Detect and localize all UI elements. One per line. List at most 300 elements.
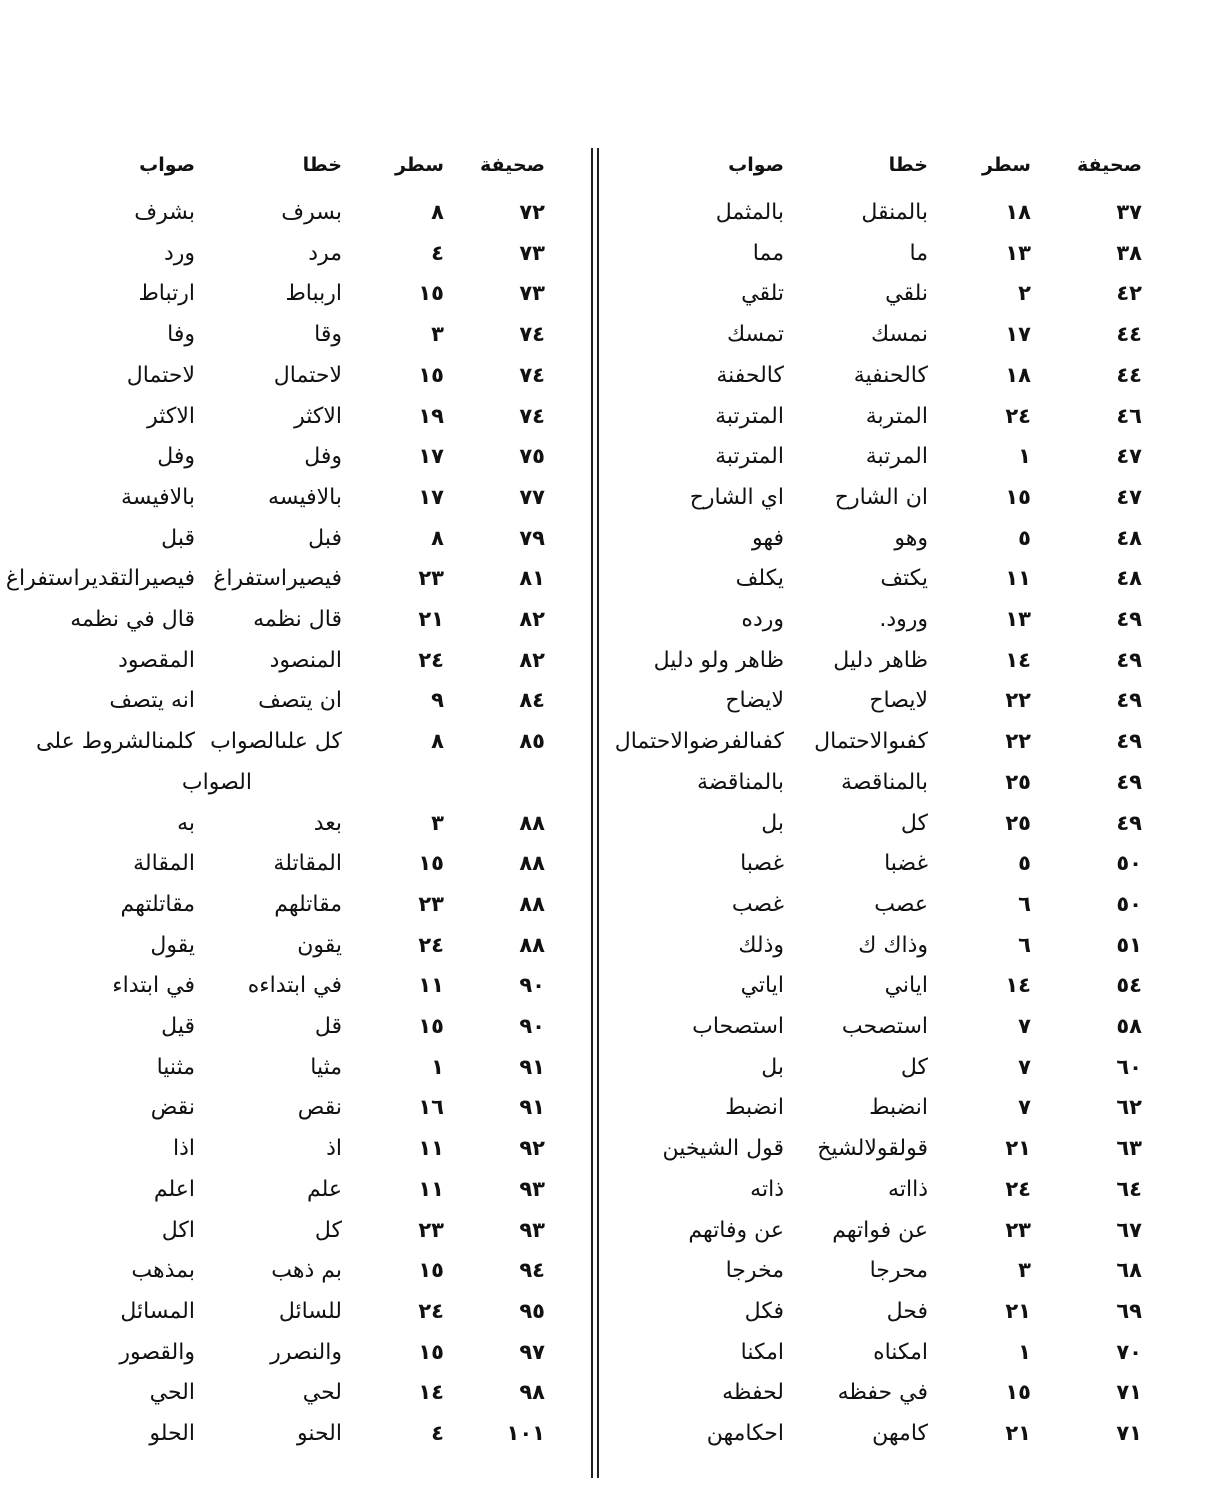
page-number: ٤٩	[1116, 607, 1142, 631]
table-row	[10, 359, 585, 399]
correction-text: والقصور	[119, 1339, 195, 1365]
error-text: قولقولالشيخ	[817, 1136, 928, 1162]
error-text: كل	[900, 810, 928, 836]
line-number: ٨	[431, 525, 444, 550]
table-row	[606, 1091, 1196, 1131]
table-row	[606, 725, 1196, 765]
error-text: انضبط	[869, 1095, 928, 1121]
line-number: ١١	[418, 973, 444, 998]
error-text: بم ذهب	[271, 1258, 342, 1284]
column-divider-line-1	[591, 148, 593, 1478]
line-number: ٢١	[1005, 1136, 1031, 1161]
error-text: غضبا	[884, 851, 928, 877]
page-number: ٩١	[519, 1054, 545, 1079]
line-number: ٢	[1018, 281, 1031, 306]
error-text: نقص	[297, 1095, 342, 1121]
page-number: ٩٣	[519, 1217, 545, 1242]
line-number: ٥	[1018, 851, 1031, 876]
table-row	[10, 277, 585, 317]
correction-text: احكامهن	[706, 1421, 784, 1446]
line-number: ٢٥	[1005, 769, 1031, 794]
table-row	[606, 969, 1196, 1009]
page-number: ٤٩	[1116, 729, 1142, 754]
error-text: لحي	[302, 1380, 342, 1406]
table-header	[606, 146, 1196, 186]
error-text: مرد	[308, 240, 342, 266]
line-number: ٧	[1018, 1095, 1031, 1120]
page-number: ٧٥	[519, 444, 545, 469]
correction-text: تمسك	[726, 322, 784, 348]
line-number: ٢٤	[418, 932, 444, 957]
error-text: ورود.	[879, 607, 928, 632]
error-text: ان الشارح	[834, 484, 928, 510]
line-number: ٢١	[418, 607, 444, 631]
right-errata-table	[606, 0, 1196, 1490]
table-row-continuation	[10, 766, 585, 806]
correction-text: اي الشارح	[689, 484, 784, 510]
page-number: ٥٨	[1116, 1014, 1142, 1038]
correction-text: المقالة	[133, 851, 195, 877]
line-number: ١٤	[1005, 973, 1031, 998]
error-text: والنصرر	[270, 1339, 342, 1365]
error-text: للسائل	[278, 1298, 342, 1324]
error-text: نلقي	[885, 281, 928, 307]
error-text: ما	[909, 240, 928, 266]
page-number: ٨٨	[519, 851, 545, 876]
table-row	[10, 969, 585, 1009]
table-row	[10, 237, 585, 277]
table-row	[10, 644, 585, 684]
error-text: اربباط	[285, 281, 342, 307]
table-row	[10, 847, 585, 887]
correction-text: مقاتلتهم	[120, 891, 195, 917]
page-number: ٨٢	[519, 647, 545, 672]
line-number: ٦	[1018, 932, 1031, 957]
correction-text: مثنيا	[156, 1054, 195, 1080]
page-number: ٣٧	[1116, 200, 1142, 224]
correction-text: يقول	[150, 932, 195, 958]
correction-text: فيصيرالتقديراستفراغ	[5, 566, 195, 592]
page-number: ٤٩	[1116, 769, 1142, 794]
correction-text: مخرجا	[725, 1258, 784, 1284]
table-row	[606, 1214, 1196, 1254]
correction-text: الحي	[149, 1380, 195, 1406]
error-text: المنصود	[269, 647, 342, 673]
page-number: ٦٩	[1116, 1298, 1142, 1323]
line-number: ٢٤	[418, 1298, 444, 1323]
table-row	[606, 196, 1196, 236]
line-number: ١٩	[418, 403, 444, 428]
page-number: ٨٨	[519, 891, 545, 916]
page-number: ٩٧	[519, 1339, 545, 1364]
line-number: ١٣	[1005, 240, 1031, 265]
table-row	[606, 400, 1196, 440]
correction-text: ورده	[741, 607, 784, 632]
table-header	[10, 146, 585, 186]
error-text: يقون	[297, 932, 342, 958]
line-number: ١٥	[418, 851, 444, 876]
error-text: الحنو	[296, 1421, 342, 1446]
error-text: امكناه	[873, 1339, 928, 1365]
page-number: ٥٠	[1116, 891, 1142, 916]
header-page: صحيفة	[1076, 154, 1142, 176]
error-text: في ابتداءه	[247, 973, 342, 999]
line-number: ١	[431, 1054, 444, 1079]
page-number: ٧٤	[519, 403, 545, 428]
line-number: ١	[1018, 1339, 1031, 1364]
line-number: ٨	[431, 729, 444, 754]
line-number: ٤	[431, 240, 444, 265]
correction-text: لايضاح	[725, 688, 784, 714]
line-number: ١٤	[1005, 647, 1031, 672]
correction-text: قول الشيخين	[662, 1136, 784, 1162]
table-row	[606, 1376, 1196, 1416]
error-text: اذ	[326, 1136, 342, 1162]
page-number: ٧٢	[519, 200, 545, 224]
error-text: وفل	[304, 444, 342, 470]
page-number: ٦٨	[1116, 1258, 1142, 1283]
line-number: ٢٤	[1005, 403, 1031, 428]
table-row	[606, 644, 1196, 684]
line-number: ١٣	[1005, 607, 1031, 631]
correction-text: به	[177, 810, 195, 836]
table-row	[606, 929, 1196, 969]
correction-text: المترتبة	[715, 444, 784, 470]
line-number: ٢٤	[1005, 1176, 1031, 1201]
error-text: بالمنقل	[861, 200, 928, 225]
line-number: ١٥	[418, 281, 444, 306]
correction-text: الاكثر	[147, 403, 195, 429]
error-text: المقاتلة	[273, 851, 342, 877]
table-row	[606, 318, 1196, 358]
line-number: ١٥	[418, 362, 444, 387]
page-number: ٣٨	[1116, 240, 1142, 265]
error-text: وذاك ك	[858, 932, 928, 958]
correction-text: نقض	[150, 1095, 195, 1121]
correction-text: الحلو	[149, 1421, 195, 1446]
table-row	[10, 522, 585, 562]
table-row	[10, 807, 585, 847]
error-text: يكتف	[880, 566, 928, 592]
line-number: ١٧	[1005, 322, 1031, 347]
correction-text: عن وفاتهم	[688, 1217, 784, 1243]
line-number: ٦	[1018, 891, 1031, 916]
table-row	[10, 1254, 585, 1294]
page-number: ٤٨	[1116, 566, 1142, 591]
correction-text: مما	[752, 240, 784, 266]
header-line: سطر	[394, 154, 444, 176]
table-row	[10, 929, 585, 969]
table-row	[606, 603, 1196, 643]
page-number: ٤٧	[1116, 484, 1142, 509]
line-number: ٧	[1018, 1054, 1031, 1079]
line-number: ٢٣	[418, 1217, 444, 1242]
line-number: ٢١	[1005, 1298, 1031, 1323]
correction-text: بمذهب	[131, 1258, 195, 1284]
line-number: ١٥	[418, 1014, 444, 1038]
table-row	[10, 1295, 585, 1335]
page-number: ٧٤	[519, 322, 545, 347]
page-number: ٤٩	[1116, 688, 1142, 713]
page-number: ٧٠	[1116, 1339, 1142, 1364]
header-correct: صواب	[728, 154, 784, 176]
error-text: نمسك	[870, 322, 928, 348]
table-row	[606, 1051, 1196, 1091]
correction-text: قيل	[161, 1014, 195, 1039]
line-number: ٢١	[1005, 1421, 1031, 1445]
correction-text: وفل	[157, 444, 195, 470]
page-number: ٩٠	[519, 973, 545, 998]
correction-text: ورد	[163, 240, 195, 266]
error-text: كل	[900, 1054, 928, 1080]
line-number: ٣	[431, 810, 444, 835]
correction-text: ارتباط	[138, 281, 195, 307]
page-number: ٥٠	[1116, 851, 1142, 876]
error-text: بالمناقصة	[841, 769, 928, 795]
error-text: كفىوالاحتمال	[814, 729, 928, 755]
header-correct: صواب	[139, 154, 195, 176]
line-number: ٢٢	[1005, 688, 1031, 713]
table-row	[606, 766, 1196, 806]
page-number: ٦٧	[1116, 1217, 1142, 1242]
line-number: ١٧	[418, 484, 444, 509]
error-text: ظاهر دليل	[833, 647, 928, 673]
correction-text: المترتبة	[715, 403, 784, 429]
line-number: ١	[1018, 444, 1031, 469]
line-number: ٢٣	[418, 566, 444, 591]
correction-text: ذاته	[750, 1176, 784, 1202]
error-text: المرتبة	[865, 444, 928, 470]
correction-text: بالمثمل	[715, 200, 784, 225]
table-row	[606, 237, 1196, 277]
table-row	[10, 1214, 585, 1254]
page-number: ٤٩	[1116, 647, 1142, 672]
page-number: ٨٢	[519, 607, 545, 631]
table-row	[606, 277, 1196, 317]
table-row	[10, 400, 585, 440]
table-row	[10, 481, 585, 521]
line-number: ١٥	[1005, 484, 1031, 509]
correction-text: اياتي	[740, 973, 784, 999]
line-number: ١٥	[418, 1258, 444, 1283]
correction-text: اعلم	[153, 1176, 195, 1202]
table-row	[10, 1132, 585, 1172]
page-number: ٧١	[1116, 1380, 1142, 1405]
error-text: لايصاح	[869, 688, 928, 714]
page-number: ٨٤	[519, 688, 545, 713]
line-number: ٤	[431, 1421, 444, 1445]
table-row	[10, 1336, 585, 1376]
table-row	[10, 603, 585, 643]
error-text: كامهن	[872, 1421, 928, 1446]
correction-text: كالحفنة	[716, 362, 784, 388]
error-text: اياني	[884, 973, 928, 999]
correction-text: ظاهر ولو دليل	[653, 647, 784, 673]
page-number: ٤٩	[1116, 810, 1142, 835]
page-number: ٩٤	[519, 1258, 545, 1283]
correction-text: غصب	[731, 891, 784, 917]
page-number: ٨٨	[519, 932, 545, 957]
error-text: بسرف	[281, 200, 342, 225]
table-row	[606, 481, 1196, 521]
page-number: ٩٨	[519, 1380, 545, 1405]
line-number: ٧	[1018, 1014, 1031, 1038]
page-number: ٦٠	[1116, 1054, 1142, 1079]
table-row	[10, 888, 585, 928]
correction-text: وفا	[167, 322, 195, 348]
error-text: قل	[314, 1014, 342, 1039]
table-row	[10, 1376, 585, 1416]
line-number: ١٦	[418, 1095, 444, 1120]
table-row	[606, 1132, 1196, 1172]
table-row	[606, 1173, 1196, 1213]
line-number: ٢٤	[418, 647, 444, 672]
line-number: ١١	[1005, 566, 1031, 591]
correction-text: كفىالفرضوالاحتمال	[614, 729, 784, 755]
table-row	[606, 888, 1196, 928]
column-divider-line-2	[597, 148, 599, 1478]
page-number: ٤٤	[1116, 362, 1142, 387]
line-number: ٣	[1018, 1258, 1031, 1283]
left-errata-table	[5, 0, 585, 1490]
page-number: ٧٧	[519, 484, 545, 509]
error-text: لاحتمال	[273, 362, 342, 388]
table-row	[10, 318, 585, 358]
error-text: عن فواتهم	[832, 1217, 928, 1243]
error-text: قال نظمه	[253, 607, 342, 632]
table-row	[606, 1417, 1196, 1457]
line-number: ١١	[418, 1136, 444, 1161]
table-row	[606, 1295, 1196, 1335]
line-number: ٢٥	[1005, 810, 1031, 835]
page-number: ٤٦	[1116, 403, 1142, 428]
table-row	[606, 684, 1196, 724]
page-number: ٧٤	[519, 362, 545, 387]
error-text: ان يتصف	[258, 688, 342, 714]
correction-text: يكلف	[735, 566, 784, 592]
correction-text: تلقي	[741, 281, 784, 307]
error-text: ذااته	[888, 1176, 928, 1202]
header-line: سطر	[981, 154, 1031, 176]
page-number: ٩٠	[519, 1014, 545, 1038]
error-text: كل علىالصواب	[210, 729, 342, 755]
error-text: استصحب	[841, 1014, 928, 1039]
page-number: ٨٨	[519, 810, 545, 835]
correction-text: اكل	[161, 1217, 195, 1243]
table-row	[10, 1010, 585, 1050]
table-row	[606, 1336, 1196, 1376]
page-number: ٥١	[1116, 932, 1142, 957]
error-text: علم	[306, 1176, 342, 1202]
page-number: ٧٣	[519, 281, 545, 306]
correction-text: امكنا	[740, 1339, 784, 1365]
line-number: ٢٣	[1005, 1217, 1031, 1242]
page-number: ٩٥	[519, 1298, 545, 1323]
error-text: فبل	[308, 525, 342, 551]
page-number: ٨١	[519, 566, 545, 591]
page-number: ٧١	[1116, 1421, 1142, 1445]
error-text: مقاتلهم	[274, 891, 342, 917]
page-number: ٧٣	[519, 240, 545, 265]
page-number: ١٠١	[506, 1421, 545, 1445]
header-error: خطا	[888, 154, 928, 176]
table-row	[10, 1173, 585, 1213]
page-number: ٦٤	[1116, 1176, 1142, 1201]
error-text: كل	[314, 1217, 342, 1243]
error-text: وقا	[314, 322, 342, 348]
error-text: بالافيسه	[268, 484, 342, 510]
line-number: ١٧	[418, 444, 444, 469]
correction-text-continued: الصواب	[181, 769, 252, 795]
table-row	[5, 562, 585, 602]
page-number: ٩٣	[519, 1176, 545, 1201]
table-row	[606, 440, 1196, 480]
correction-text: بل	[761, 810, 784, 836]
line-number: ٢٢	[1005, 729, 1031, 754]
table-row	[606, 562, 1196, 602]
error-text: الاكثر	[294, 403, 342, 429]
table-row	[606, 807, 1196, 847]
correction-text: انضبط	[725, 1095, 784, 1121]
table-row	[10, 725, 585, 765]
error-text: مثيا	[310, 1054, 342, 1080]
page-number: ٤٨	[1116, 525, 1142, 550]
correction-text: فهو	[751, 525, 784, 551]
correction-text: قبل	[161, 525, 195, 551]
error-text: في حفظه	[837, 1380, 928, 1406]
table-row	[606, 847, 1196, 887]
correction-text: غصبا	[740, 851, 784, 877]
error-text: فحل	[886, 1298, 928, 1324]
table-row	[606, 1254, 1196, 1294]
header-error: خطا	[302, 154, 342, 176]
line-number: ٩	[431, 688, 444, 713]
page-number: ٦٣	[1116, 1136, 1142, 1161]
correction-text: بالمناقضة	[697, 769, 784, 795]
page-number: ٦٢	[1116, 1095, 1142, 1120]
correction-text: بل	[761, 1054, 784, 1080]
line-number: ١٥	[1005, 1380, 1031, 1405]
line-number: ١٥	[418, 1339, 444, 1364]
line-number: ١٨	[1005, 200, 1031, 224]
table-row	[606, 359, 1196, 399]
correction-text: المسائل	[120, 1298, 195, 1324]
error-text: كالحنفية	[853, 362, 928, 388]
correction-text: قال في نظمه	[70, 607, 195, 632]
page-number: ٥٤	[1116, 973, 1142, 998]
page-number: ٩١	[519, 1095, 545, 1120]
correction-text: المقصود	[118, 647, 195, 673]
line-number: ١٨	[1005, 362, 1031, 387]
page-number: ٧٩	[519, 525, 545, 550]
table-row	[606, 1010, 1196, 1050]
correction-text: انه يتصف	[109, 688, 195, 714]
correction-text: بالافيسة	[121, 484, 195, 510]
error-text: محرجا	[869, 1258, 928, 1284]
correction-text: وذلك	[738, 932, 784, 958]
page-number: ٤٢	[1116, 281, 1142, 306]
table-row	[10, 1051, 585, 1091]
error-text: فيصيراستفراغ	[213, 566, 342, 592]
page-number: ٩٢	[519, 1136, 545, 1161]
table-row	[10, 1417, 585, 1457]
table-row	[10, 440, 585, 480]
correction-text: فكل	[744, 1298, 784, 1324]
correction-text: لاحتمال	[126, 362, 195, 388]
line-number: ٨	[431, 200, 444, 224]
table-row	[606, 522, 1196, 562]
correction-text: بشرف	[134, 200, 195, 225]
